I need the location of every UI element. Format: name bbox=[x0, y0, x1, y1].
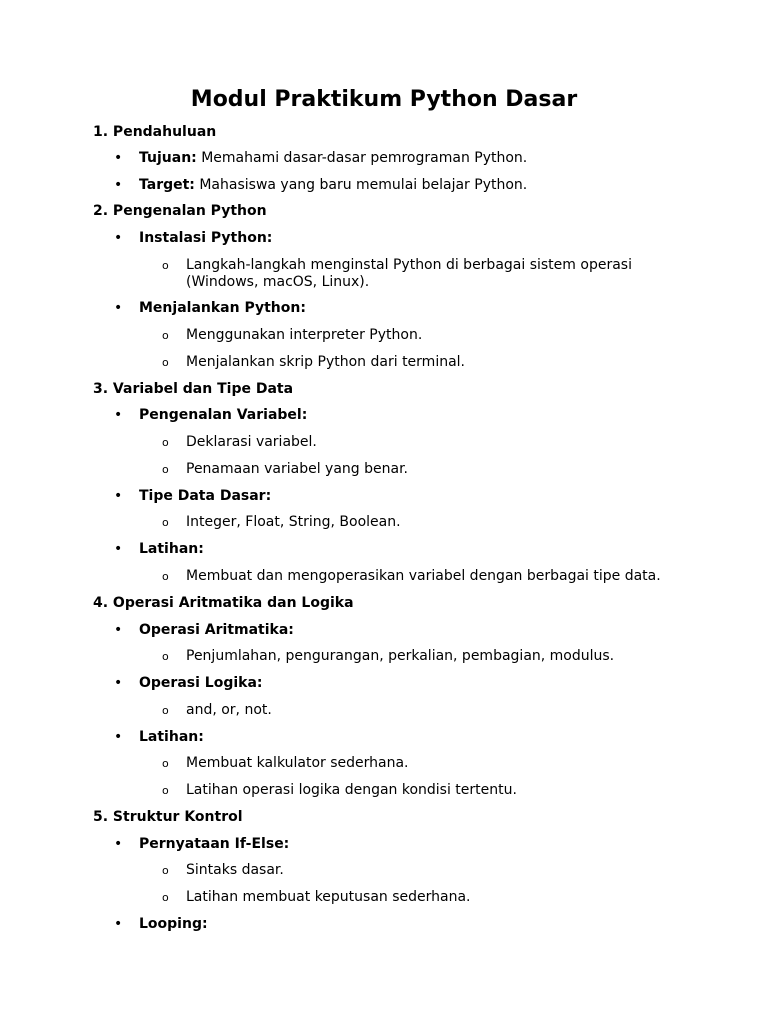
sub-bullet-marker: o bbox=[162, 891, 169, 904]
sub-item-latihan-variabel: Membuat dan mengoperasikan variabel dengan berbagai tipe data. bbox=[186, 568, 661, 584]
list-item-tipe-data: Tipe Data Dasar: bbox=[139, 488, 272, 504]
sub-item-kalkulator: Membuat kalkulator sederhana. bbox=[186, 755, 409, 771]
sub-item-deklarasi: Deklarasi variabel. bbox=[186, 434, 317, 450]
item-label: Tujuan: bbox=[139, 150, 197, 166]
list-item-pengenalan-variabel: Pengenalan Variabel: bbox=[139, 407, 308, 423]
list-item-aritmatika: Operasi Aritmatika: bbox=[139, 622, 294, 638]
list-item-latihan-variabel: Latihan: bbox=[139, 541, 204, 557]
sub-bullet-marker: o bbox=[162, 329, 169, 342]
sub-bullet-marker: o bbox=[162, 516, 169, 529]
bullet-marker: • bbox=[114, 729, 123, 745]
sub-bullet-marker: o bbox=[162, 436, 169, 449]
section-heading-pengenalan-python: 2. Pengenalan Python bbox=[93, 203, 267, 219]
section-heading-variabel: 3. Variabel dan Tipe Data bbox=[93, 381, 294, 397]
sub-item-penamaan: Penamaan variabel yang benar. bbox=[186, 461, 409, 477]
bullet-marker: • bbox=[114, 675, 123, 691]
list-item-looping: Looping: bbox=[139, 916, 208, 932]
list-item-instalasi: Instalasi Python: bbox=[139, 230, 273, 246]
sub-bullet-marker: o bbox=[162, 570, 169, 583]
bullet-marker: • bbox=[114, 916, 123, 932]
sub-item-logika-kondisi: Latihan operasi logika dengan kondisi tertentu. bbox=[186, 782, 517, 798]
list-item-latihan-operasi: Latihan: bbox=[139, 729, 204, 745]
document-title: Modul Praktikum Python Dasar bbox=[190, 87, 578, 112]
sub-item-tipe-list: Integer, Float, String, Boolean. bbox=[186, 514, 401, 530]
sub-bullet-marker: o bbox=[162, 757, 169, 770]
list-item-logika: Operasi Logika: bbox=[139, 675, 263, 691]
sub-item-logika: and, or, not. bbox=[186, 702, 272, 718]
item-text: Memahami dasar-dasar pemrograman Python. bbox=[196, 150, 528, 166]
sub-item-sintaks: Sintaks dasar. bbox=[186, 862, 284, 878]
sub-bullet-marker: o bbox=[162, 463, 169, 476]
sub-item-aritmatika: Penjumlahan, pengurangan, perkalian, pembagian, modulus. bbox=[186, 648, 615, 664]
bullet-marker: • bbox=[114, 300, 123, 316]
bullet-marker: • bbox=[114, 230, 123, 246]
bullet-marker: • bbox=[114, 177, 123, 193]
sub-item-instalasi-langkah: Langkah-langkah menginstal Python di berbagai sistem operasi (Windows, macOS, Linux). bbox=[186, 257, 632, 290]
sub-bullet-marker: o bbox=[162, 259, 169, 272]
sub-bullet-marker: o bbox=[162, 704, 169, 717]
sub-bullet-marker: o bbox=[162, 650, 169, 663]
list-item-tujuan bbox=[139, 150, 527, 167]
section-heading-pendahuluan: 1. Pendahuluan bbox=[93, 124, 217, 140]
sub-bullet-marker: o bbox=[162, 784, 169, 797]
sub-bullet-marker: o bbox=[162, 864, 169, 877]
sub-item-keputusan: Latihan membuat keputusan sederhana. bbox=[186, 889, 471, 905]
sub-bullet-marker: o bbox=[162, 356, 169, 369]
item-text: Mahasiswa yang baru memulai belajar Python. bbox=[194, 177, 528, 193]
list-item-target bbox=[139, 177, 527, 194]
bullet-marker: • bbox=[114, 836, 123, 852]
section-heading-operasi: 4. Operasi Aritmatika dan Logika bbox=[93, 595, 354, 611]
item-label: Target: bbox=[139, 177, 195, 193]
sub-item-skrip-terminal: Menjalankan skrip Python dari terminal. bbox=[186, 354, 465, 370]
sub-item-interpreter: Menggunakan interpreter Python. bbox=[186, 327, 423, 343]
bullet-marker: • bbox=[114, 622, 123, 638]
bullet-marker: • bbox=[114, 541, 123, 557]
list-item-menjalankan: Menjalankan Python: bbox=[139, 300, 306, 316]
bullet-marker: • bbox=[114, 407, 123, 423]
bullet-marker: • bbox=[114, 150, 123, 166]
section-heading-struktur-kontrol: 5. Struktur Kontrol bbox=[93, 809, 243, 825]
bullet-marker: • bbox=[114, 488, 123, 504]
list-item-if-else: Pernyataan If-Else: bbox=[139, 836, 290, 852]
